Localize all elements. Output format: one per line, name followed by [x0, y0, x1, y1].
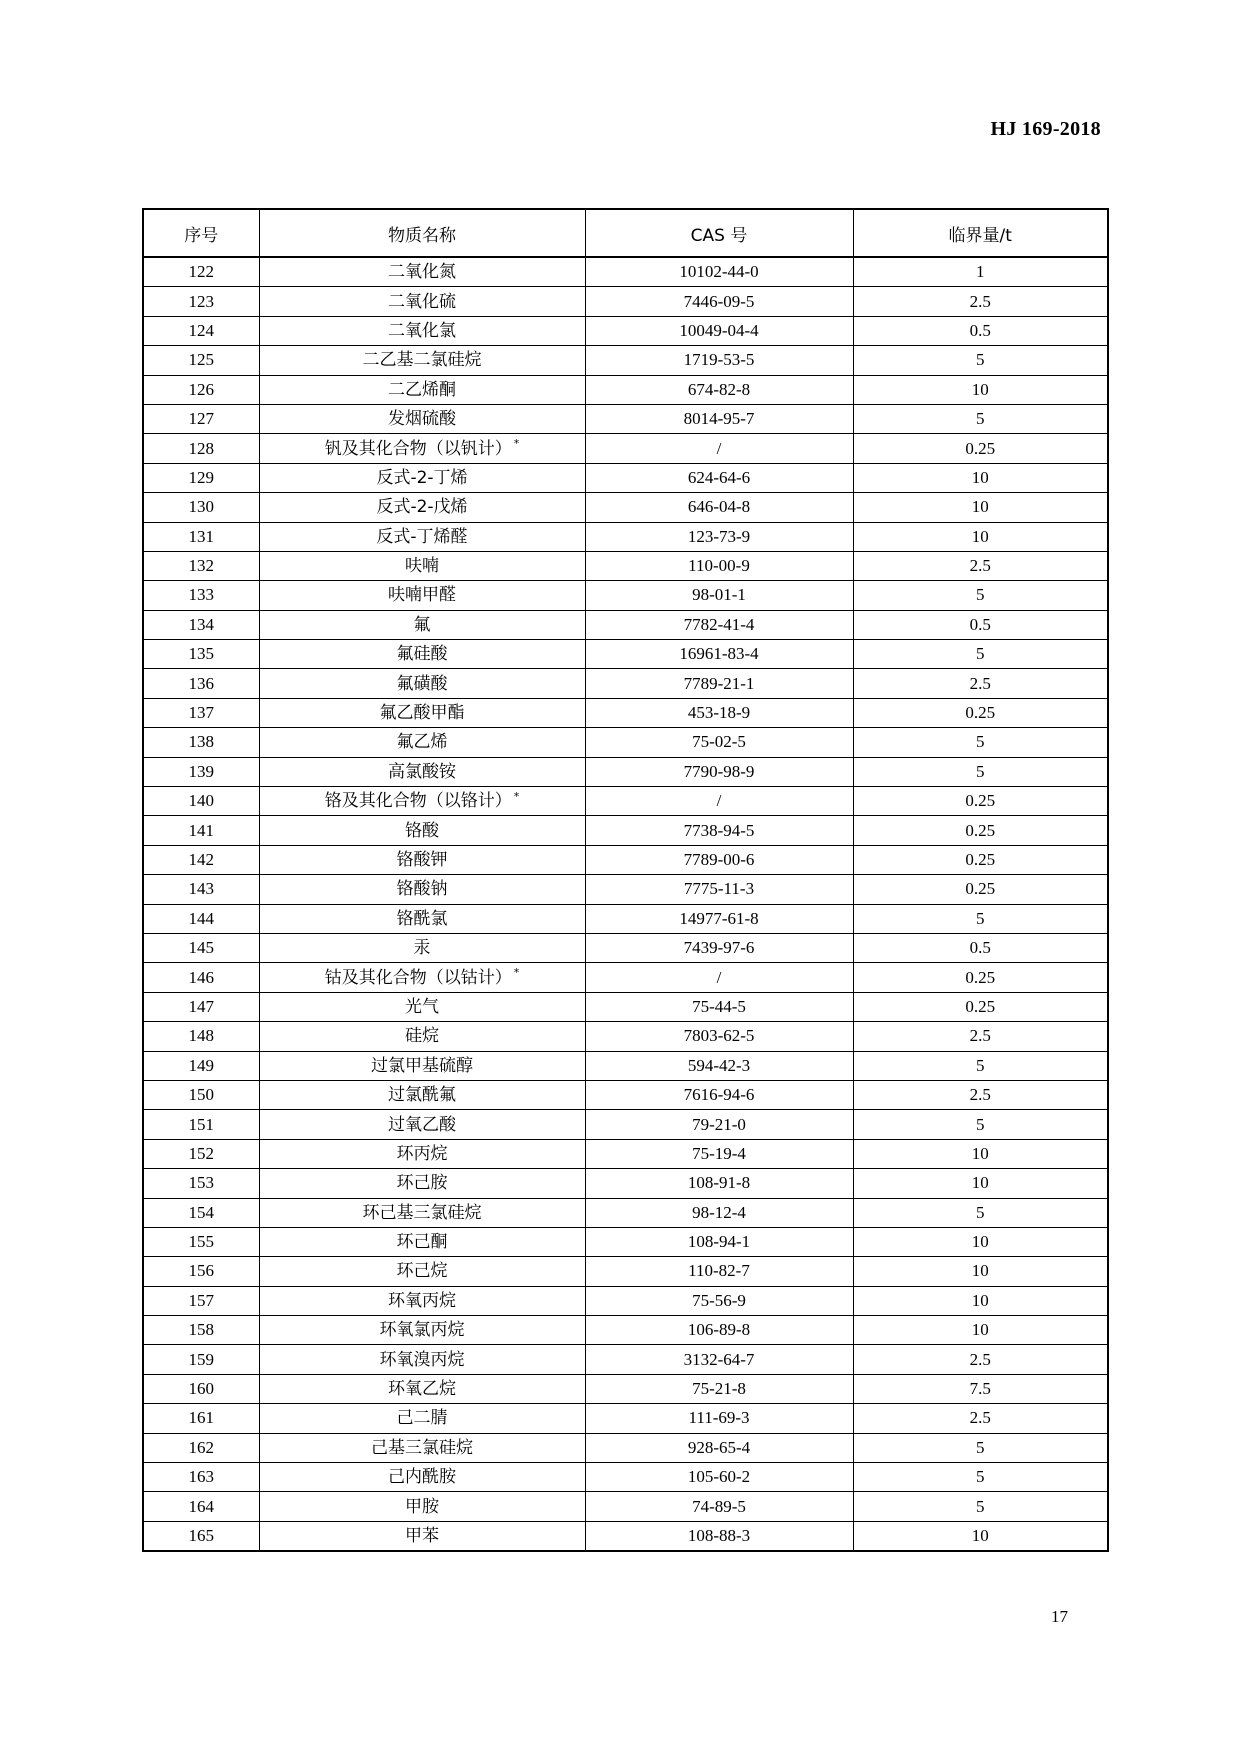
serial-no-cell: 156: [143, 1257, 259, 1286]
table-row: [143, 375, 1108, 404]
substance-name-cell: [259, 551, 585, 580]
table-header: [143, 209, 1108, 257]
threshold-quantity-cell: 2.5: [853, 1345, 1108, 1374]
substance-name: 过氧乙酸: [388, 1114, 456, 1135]
table-row: [143, 787, 1108, 816]
cas-number-cell: 453-18-9: [585, 698, 853, 727]
threshold-quantity-cell: 1: [853, 257, 1108, 287]
serial-no-cell: 161: [143, 1404, 259, 1433]
serial-no-cell: 138: [143, 728, 259, 757]
table-row: [143, 875, 1108, 904]
column-header-threshold-quantity: 临界量/t: [853, 209, 1108, 257]
substance-name: 高氯酸铵: [388, 761, 456, 782]
serial-no-cell: 160: [143, 1374, 259, 1403]
threshold-quantity-cell: 10: [853, 1169, 1108, 1198]
serial-no-cell: 123: [143, 287, 259, 316]
cas-number-cell: 75-44-5: [585, 992, 853, 1021]
cas-number-cell: 75-56-9: [585, 1286, 853, 1315]
threshold-quantity-cell: 10: [853, 1139, 1108, 1168]
threshold-quantity-cell: 5: [853, 728, 1108, 757]
substance-name: 氟磺酸: [396, 673, 448, 694]
substance-name-cell: [259, 875, 585, 904]
threshold-quantity-cell: 2.5: [853, 669, 1108, 698]
threshold-quantity-cell: 10: [853, 1257, 1108, 1286]
table-row: [143, 1404, 1108, 1433]
threshold-quantity-cell: 5: [853, 404, 1108, 433]
threshold-quantity-cell: 5: [853, 346, 1108, 375]
serial-no-cell: 132: [143, 551, 259, 580]
cas-number-cell: 108-94-1: [585, 1227, 853, 1256]
serial-no-cell: 158: [143, 1316, 259, 1345]
substance-name: 铬酸钾: [396, 850, 448, 870]
table-row: [143, 1051, 1108, 1080]
substance-name: 甲胺: [405, 1496, 439, 1517]
cas-number-cell: 7616-94-6: [585, 1080, 853, 1109]
substance-name: 二乙烯酮: [388, 379, 456, 400]
cas-number-cell: 674-82-8: [585, 375, 853, 404]
page-number: 17: [1051, 1607, 1068, 1626]
substance-name-cell: [259, 816, 585, 845]
table-row: [143, 698, 1108, 727]
cas-number-cell: 10102-44-0: [585, 257, 853, 287]
table-row: [143, 757, 1108, 786]
table-row: [143, 287, 1108, 316]
threshold-quantity-cell: 5: [853, 1110, 1108, 1139]
threshold-quantity-cell: 10: [853, 1521, 1108, 1551]
substance-name-cell: [259, 434, 585, 463]
substance-name: 过氯甲基硫醇: [371, 1055, 473, 1076]
serial-no-cell: 144: [143, 904, 259, 933]
substance-name: 钴及其化合物（以钴计）: [324, 967, 512, 988]
serial-no-cell: 163: [143, 1463, 259, 1492]
threshold-quantity-cell: 10: [853, 1227, 1108, 1256]
threshold-quantity-cell: 5: [853, 581, 1108, 610]
serial-no-cell: 155: [143, 1227, 259, 1256]
substance-name-cell: [259, 1227, 585, 1256]
substance-name-cell: [259, 316, 585, 345]
substance-name: 己基三氯硅烷: [371, 1437, 473, 1458]
threshold-quantity-cell: 0.5: [853, 933, 1108, 962]
substance-name: 环氧丙烷: [388, 1290, 456, 1311]
substance-name-cell: [259, 1404, 585, 1433]
threshold-quantity-cell: 5: [853, 1198, 1108, 1227]
substance-name-cell: [259, 493, 585, 522]
threshold-quantity-cell: 2.5: [853, 1404, 1108, 1433]
threshold-quantity-cell: 5: [853, 904, 1108, 933]
table-row: [143, 522, 1108, 551]
serial-no-cell: 154: [143, 1198, 259, 1227]
substance-name-cell: [259, 1521, 585, 1551]
substance-name: 氟硅酸: [396, 644, 448, 665]
cas-number-cell: 7446-09-5: [585, 287, 853, 316]
serial-no-cell: 153: [143, 1169, 259, 1198]
table-row: [143, 434, 1108, 463]
substance-name-cell: [259, 522, 585, 551]
threshold-quantity-cell: 2.5: [853, 1022, 1108, 1051]
serial-no-cell: 157: [143, 1286, 259, 1315]
serial-no-cell: 126: [143, 375, 259, 404]
substance-name-cell: [259, 1139, 585, 1168]
threshold-quantity-cell: 10: [853, 493, 1108, 522]
threshold-quantity-cell: 0.5: [853, 316, 1108, 345]
substance-name-cell: [259, 404, 585, 433]
threshold-quantity-cell: 0.5: [853, 610, 1108, 639]
table-row: [143, 963, 1108, 992]
serial-no-cell: 150: [143, 1080, 259, 1109]
threshold-quantity-cell: 2.5: [853, 287, 1108, 316]
substance-name: 光气: [405, 996, 439, 1017]
substance-name: 过氯酰氟: [388, 1085, 456, 1106]
substance-name-cell: [259, 610, 585, 639]
substance-name: 氟: [413, 614, 431, 635]
table-row: [143, 816, 1108, 845]
column-header-cas-no: CAS 号: [585, 209, 853, 257]
substance-name-cell: [259, 963, 585, 992]
substance-name: 呋喃甲醛: [388, 585, 456, 606]
substance-name-cell: [259, 1433, 585, 1462]
threshold-quantity-cell: 0.25: [853, 698, 1108, 727]
cas-number-cell: 105-60-2: [585, 1463, 853, 1492]
cas-number-cell: 108-91-8: [585, 1169, 853, 1198]
substance-name: 铬酰氯: [396, 908, 448, 929]
serial-no-cell: 130: [143, 493, 259, 522]
threshold-quantity-cell: 2.5: [853, 551, 1108, 580]
substance-name: 二乙基二氯硅烷: [362, 350, 482, 371]
table-row: [143, 1110, 1108, 1139]
table-row: [143, 1257, 1108, 1286]
substance-name: 二氧化氯: [388, 320, 456, 341]
serial-no-cell: 165: [143, 1521, 259, 1551]
standard-code: HJ 169-2018: [990, 118, 1101, 140]
substance-name: 汞: [413, 938, 431, 959]
serial-no-cell: 159: [143, 1345, 259, 1374]
substance-name: 呋喃: [405, 556, 439, 577]
column-header-substance-name: 物质名称: [259, 209, 585, 257]
substance-name-cell: [259, 904, 585, 933]
substance-name: 己内酰胺: [388, 1467, 456, 1488]
substance-name: 铬及其化合物（以铬计）: [324, 791, 512, 812]
footnote-mark: *: [513, 436, 520, 450]
cas-number-cell: 7803-62-5: [585, 1022, 853, 1051]
substance-name-cell: [259, 1198, 585, 1227]
cas-number-cell: 16961-83-4: [585, 640, 853, 669]
serial-no-cell: 142: [143, 845, 259, 874]
cas-number-cell: 7789-00-6: [585, 845, 853, 874]
serial-no-cell: 125: [143, 346, 259, 375]
cas-number-cell: 7775-11-3: [585, 875, 853, 904]
serial-no-cell: 162: [143, 1433, 259, 1462]
cas-number-cell: 7790-98-9: [585, 757, 853, 786]
serial-no-cell: 135: [143, 640, 259, 669]
table-row: [143, 316, 1108, 345]
threshold-quantity-cell: 5: [853, 757, 1108, 786]
substance-name-cell: [259, 257, 585, 287]
table-row: [143, 1463, 1108, 1492]
table-row: [143, 904, 1108, 933]
cas-number-cell: 10049-04-4: [585, 316, 853, 345]
table-row: [143, 992, 1108, 1021]
substance-name-cell: [259, 757, 585, 786]
table-row: [143, 1374, 1108, 1403]
cas-number-cell: 110-82-7: [585, 1257, 853, 1286]
cas-number-cell: 98-01-1: [585, 581, 853, 610]
threshold-quantity-cell: 0.25: [853, 845, 1108, 874]
threshold-quantity-cell: 10: [853, 522, 1108, 551]
threshold-quantity-cell: 5: [853, 1463, 1108, 1492]
substance-name-cell: [259, 375, 585, 404]
substance-name: 发烟硫酸: [388, 409, 456, 430]
cas-number-cell: 3132-64-7: [585, 1345, 853, 1374]
cas-number-cell: 79-21-0: [585, 1110, 853, 1139]
cas-number-cell: /: [585, 963, 853, 992]
substance-name-cell: [259, 845, 585, 874]
substance-name-cell: [259, 463, 585, 492]
substance-name-cell: [259, 581, 585, 610]
substance-name: 环氧乙烷: [388, 1379, 456, 1400]
table-row: [143, 669, 1108, 698]
table-row: [143, 640, 1108, 669]
table-row: [143, 610, 1108, 639]
serial-no-cell: 128: [143, 434, 259, 463]
substance-name-cell: [259, 1110, 585, 1139]
cas-number-cell: 123-73-9: [585, 522, 853, 551]
threshold-quantity-cell: 0.25: [853, 787, 1108, 816]
cas-number-cell: 74-89-5: [585, 1492, 853, 1521]
serial-no-cell: 152: [143, 1139, 259, 1168]
threshold-quantity-cell: 0.25: [853, 992, 1108, 1021]
substance-name: 铬酸: [405, 820, 439, 841]
threshold-quantity-cell: 10: [853, 1316, 1108, 1345]
serial-no-cell: 149: [143, 1051, 259, 1080]
substance-name-cell: [259, 1022, 585, 1051]
cas-number-cell: 106-89-8: [585, 1316, 853, 1345]
cas-number-cell: 594-42-3: [585, 1051, 853, 1080]
serial-no-cell: 143: [143, 875, 259, 904]
cas-number-cell: 928-65-4: [585, 1433, 853, 1462]
substance-name: 环丙烷: [396, 1143, 448, 1164]
serial-no-cell: 134: [143, 610, 259, 639]
substance-name-cell: [259, 640, 585, 669]
table-header-row: [143, 209, 1108, 257]
table-row: [143, 493, 1108, 522]
serial-no-cell: 140: [143, 787, 259, 816]
cas-number-cell: 7782-41-4: [585, 610, 853, 639]
substance-name-cell: [259, 1316, 585, 1345]
cas-number-cell: 7738-94-5: [585, 816, 853, 845]
table-row: [143, 1492, 1108, 1521]
substance-name-cell: [259, 787, 585, 816]
substance-name-cell: [259, 1169, 585, 1198]
table-row: [143, 551, 1108, 580]
substance-name-cell: [259, 1286, 585, 1315]
substance-name-cell: [259, 1374, 585, 1403]
threshold-quantity-cell: 10: [853, 1286, 1108, 1315]
table-row: [143, 1521, 1108, 1551]
serial-no-cell: 136: [143, 669, 259, 698]
table-row: [143, 1139, 1108, 1168]
threshold-quantity-cell: 0.25: [853, 875, 1108, 904]
table-row: [143, 404, 1108, 433]
substance-name-cell: [259, 669, 585, 698]
serial-no-cell: 151: [143, 1110, 259, 1139]
substance-name: 氟乙酸甲酯: [379, 703, 465, 724]
table-body: [143, 257, 1108, 1551]
footnote-mark: *: [513, 965, 520, 979]
table-row: [143, 845, 1108, 874]
table-row: [143, 1169, 1108, 1198]
table-row: [143, 1080, 1108, 1109]
cas-number-cell: /: [585, 434, 853, 463]
serial-no-cell: 124: [143, 316, 259, 345]
substance-name: 钒及其化合物（以钒计）: [324, 438, 512, 459]
cas-number-cell: 75-02-5: [585, 728, 853, 757]
substance-name-cell: [259, 1463, 585, 1492]
substance-name-cell: [259, 1051, 585, 1080]
substance-name: 环己胺: [396, 1173, 448, 1194]
serial-no-cell: 133: [143, 581, 259, 610]
table-row: [143, 1286, 1108, 1315]
serial-no-cell: 141: [143, 816, 259, 845]
threshold-quantity-cell: 5: [853, 1051, 1108, 1080]
table-row: [143, 1198, 1108, 1227]
table-row: [143, 1345, 1108, 1374]
substance-name: 反式-2-戊烯: [376, 497, 468, 518]
cas-number-cell: 7439-97-6: [585, 933, 853, 962]
substance-table: [142, 208, 1109, 1552]
substance-name-cell: [259, 992, 585, 1021]
threshold-quantity-cell: 7.5: [853, 1374, 1108, 1403]
table-row: [143, 463, 1108, 492]
cas-number-cell: 624-64-6: [585, 463, 853, 492]
serial-no-cell: 146: [143, 963, 259, 992]
table-row: [143, 1022, 1108, 1051]
substance-name: 己二腈: [396, 1408, 448, 1429]
threshold-quantity-cell: 10: [853, 463, 1108, 492]
substance-name: 环己基三氯硅烷: [362, 1202, 482, 1223]
substance-table-container: [142, 208, 1107, 1552]
footnote-mark: *: [513, 789, 520, 803]
table-row: [143, 1316, 1108, 1345]
substance-name: 二氧化硫: [388, 291, 456, 312]
serial-no-cell: 164: [143, 1492, 259, 1521]
substance-name-cell: [259, 728, 585, 757]
cas-number-cell: 1719-53-5: [585, 346, 853, 375]
threshold-quantity-cell: 0.25: [853, 963, 1108, 992]
cas-number-cell: 7789-21-1: [585, 669, 853, 698]
serial-no-cell: 148: [143, 1022, 259, 1051]
cas-number-cell: 75-19-4: [585, 1139, 853, 1168]
substance-name: 环己酮: [396, 1232, 448, 1253]
table-row: [143, 346, 1108, 375]
substance-name: 反式-2-丁烯: [376, 467, 468, 488]
substance-name: 铬酸钠: [396, 879, 448, 900]
serial-no-cell: 127: [143, 404, 259, 433]
cas-number-cell: 14977-61-8: [585, 904, 853, 933]
cas-number-cell: 8014-95-7: [585, 404, 853, 433]
threshold-quantity-cell: 2.5: [853, 1080, 1108, 1109]
serial-no-cell: 129: [143, 463, 259, 492]
serial-no-cell: 139: [143, 757, 259, 786]
cas-number-cell: 98-12-4: [585, 1198, 853, 1227]
cas-number-cell: 111-69-3: [585, 1404, 853, 1433]
substance-name-cell: [259, 1257, 585, 1286]
substance-name-cell: [259, 1345, 585, 1374]
substance-name: 氟乙烯: [396, 732, 448, 753]
cas-number-cell: 75-21-8: [585, 1374, 853, 1403]
serial-no-cell: 137: [143, 698, 259, 727]
substance-name-cell: [259, 1080, 585, 1109]
substance-name: 环氧溴丙烷: [379, 1349, 465, 1370]
cas-number-cell: /: [585, 787, 853, 816]
substance-name-cell: [259, 346, 585, 375]
serial-no-cell: 131: [143, 522, 259, 551]
serial-no-cell: 122: [143, 257, 259, 287]
serial-no-cell: 147: [143, 992, 259, 1021]
threshold-quantity-cell: 5: [853, 640, 1108, 669]
serial-no-cell: 145: [143, 933, 259, 962]
table-row: [143, 933, 1108, 962]
substance-name: 环氧氯丙烷: [379, 1320, 465, 1341]
column-header-serial-no: 序号: [143, 209, 259, 257]
substance-name: 环己烷: [396, 1261, 448, 1282]
threshold-quantity-cell: 0.25: [853, 434, 1108, 463]
cas-number-cell: 108-88-3: [585, 1521, 853, 1551]
substance-name-cell: [259, 698, 585, 727]
substance-name: 硅烷: [405, 1026, 439, 1047]
table-row: [143, 1433, 1108, 1462]
table-row: [143, 257, 1108, 287]
threshold-quantity-cell: 0.25: [853, 816, 1108, 845]
table-row: [143, 581, 1108, 610]
cas-number-cell: 646-04-8: [585, 493, 853, 522]
threshold-quantity-cell: 10: [853, 375, 1108, 404]
substance-name-cell: [259, 1492, 585, 1521]
substance-name-cell: [259, 287, 585, 316]
substance-name-cell: [259, 933, 585, 962]
cas-number-cell: 110-00-9: [585, 551, 853, 580]
threshold-quantity-cell: 5: [853, 1492, 1108, 1521]
table-row: [143, 728, 1108, 757]
table-row: [143, 1227, 1108, 1256]
substance-name: 甲苯: [405, 1525, 439, 1546]
substance-name: 反式-丁烯醛: [376, 526, 468, 547]
substance-name: 二氧化氮: [388, 262, 456, 283]
threshold-quantity-cell: 5: [853, 1433, 1108, 1462]
